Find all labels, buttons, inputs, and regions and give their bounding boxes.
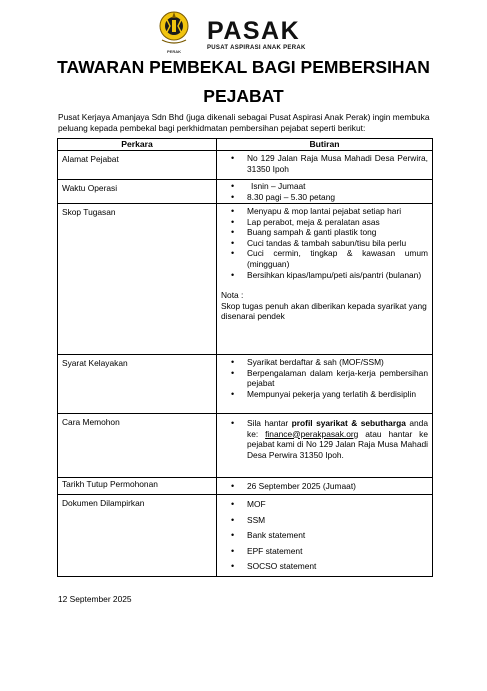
brand-subtitle: PUSAT ASPIRASI ANAK PERAK	[207, 45, 306, 51]
note-title: Nota :	[221, 290, 244, 301]
row-label-skop: Skop Tugasan	[62, 207, 116, 217]
table-row	[58, 414, 433, 478]
header	[0, 6, 487, 58]
table-row	[58, 204, 433, 355]
table-header-row	[58, 139, 433, 151]
row-label-dokumen: Dokumen Dilampirkan	[62, 498, 145, 508]
list-item-cara-memohon: • Sila hantar profil syarikat & sebutharga anda ke: finance@perakpasak.org atau hantar ke pejabat kami di No 129 Jalan Raja Musa Mahadi Desa Perwira 31350 Ipoh.	[247, 418, 428, 460]
list-item: • Bank statement	[247, 528, 428, 544]
table-row	[58, 151, 433, 180]
list-item: • Menyapu & mop lantai pejabat setiap hari	[247, 206, 428, 217]
row-label-waktu: Waktu Operasi	[62, 183, 118, 193]
perak-crest-logo	[158, 6, 190, 56]
list-item: • Syarikat berdaftar & sah (MOF/SSM)	[247, 357, 428, 368]
table-row	[58, 495, 433, 577]
row-label-tarikh: Tarikh Tutup Permohonan	[62, 479, 158, 489]
list-item: • No 129 Jalan Raja Musa Mahadi Desa Perwira, 31350 Ipoh	[247, 153, 428, 174]
column-header-butiran: Butiran	[217, 139, 433, 151]
list-item: • SOCSO statement	[247, 559, 428, 575]
email-link[interactable]: finance@perakpasak.org	[265, 428, 359, 439]
note-text: Skop tugas penuh akan diberikan kepada syarikat yang disenarai pendek	[221, 300, 427, 322]
brand-name: PASAK	[207, 17, 301, 45]
list-item: • Berpengalaman dalam kerja-kerja pembersihan pejabat	[247, 368, 428, 389]
list-item: • Isnin – Jumaat	[247, 181, 428, 192]
table-row	[58, 355, 433, 414]
intro-paragraph: Pusat Kerjaya Amanjaya Sdn Bhd (juga dikenali sebagai Pusat Aspirasi Anak Perak) ingin membuka peluang kepada pembekal bagi perkhidmatan pembersihan pejabat seperti berikut:	[58, 112, 430, 133]
row-label-syarat: Syarat Kelayakan	[62, 358, 128, 368]
list-item: • 26 September 2025 (Jumaat)	[247, 481, 428, 492]
list-item: • MOF	[247, 497, 428, 513]
table-row	[58, 478, 433, 495]
document-date: 12 September 2025	[58, 594, 132, 604]
list-item: • SSM	[247, 513, 428, 529]
list-item: • Cuci cermin, tingkap & kawasan umum (mingguan)	[247, 248, 428, 269]
list-item: • Bersihkan kipas/lampu/peti ais/pantri (bulanan)	[247, 270, 428, 281]
list-item: • Buang sampah & ganti plastik tong	[247, 227, 428, 238]
table-row	[58, 180, 433, 204]
row-label-cara: Cara Memohon	[62, 417, 120, 427]
crest-label: PERAK	[166, 49, 182, 54]
list-item: • Lap perabot, meja & peralatan asas	[247, 217, 428, 228]
column-header-perkara: Perkara	[58, 139, 217, 151]
list-item: • Cuci tandas & tambah sabun/tisu bila perlu	[247, 238, 428, 249]
list-item: • 8.30 pagi – 5.30 petang	[247, 192, 428, 203]
list-item: • EPF statement	[247, 544, 428, 560]
details-table	[57, 138, 433, 577]
row-label-alamat: Alamat Pejabat	[62, 154, 119, 164]
list-item: • Mempunyai pekerja yang terlatih & berdisiplin	[247, 389, 428, 400]
document-title-line2: PEJABAT	[203, 86, 284, 106]
document-title-line1: TAWARAN PEMBEKAL BAGI PEMBERSIHAN	[57, 57, 430, 77]
